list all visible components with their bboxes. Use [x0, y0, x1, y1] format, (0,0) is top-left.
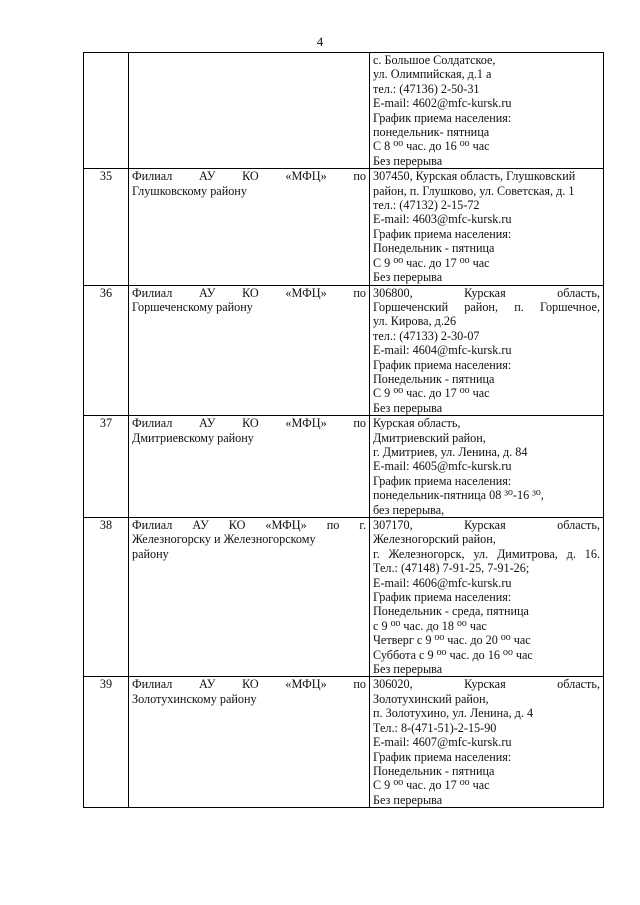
info-line: Четверг с 9 ⁰⁰ час. до 20 ⁰⁰ час: [373, 633, 531, 648]
info-line: ул. Кирова, д.26: [373, 314, 457, 329]
info-line: Золотухинский район,: [373, 691, 489, 706]
branch-table: [83, 52, 604, 808]
info-line: Тел.: 8-(471-51)-2-15-90: [373, 720, 497, 735]
info-line: тел.: (47136) 2-50-31: [373, 81, 480, 96]
info-line: тел.: (47133) 2-30-07: [373, 328, 480, 343]
row-number: 36: [84, 285, 129, 416]
branch-name-cell: [129, 169, 370, 285]
info-line: С 8 ⁰⁰ час. до 16 ⁰⁰ час: [373, 139, 490, 154]
branch-name-cell: [129, 677, 370, 808]
info-line: График приема населения:: [373, 749, 512, 764]
info-line: г. Дмитриев, ул. Ленина, д. 84: [373, 444, 528, 459]
info-line: Горшеченский район, п. Горшечное,: [373, 299, 600, 314]
info-line: Без перерыва: [373, 153, 443, 168]
info-line: п. Золотухино, ул. Ленина, д. 4: [373, 706, 534, 721]
table-row: [84, 169, 604, 285]
info-line: тел.: (47132) 2-15-72: [373, 198, 480, 213]
branch-info-cell: [370, 416, 604, 518]
branch-name-line: Дмитриевскому району: [132, 430, 254, 445]
info-line: E-mail: 4606@mfc-kursk.ru: [373, 575, 512, 590]
info-line: Суббота с 9 ⁰⁰ час. до 16 ⁰⁰ час: [373, 647, 533, 662]
table-row: [84, 518, 604, 677]
info-line: Тел.: (47148) 7-91-25, 7-91-26;: [373, 561, 530, 576]
info-line: понедельник- пятница: [373, 125, 490, 140]
table-row: [84, 677, 604, 808]
branch-name-line: району: [132, 546, 169, 561]
table-row: [84, 53, 604, 169]
table-row: [84, 416, 604, 518]
info-line: Курская область,: [373, 416, 461, 431]
branch-name-line: Железногорску и Железногорскому: [132, 532, 316, 547]
info-line: Без перерыва: [373, 400, 443, 415]
info-line: г. Железногорск, ул. Димитрова, д. 16.: [373, 546, 600, 561]
info-line: 306800, Курская область,: [373, 285, 600, 300]
row-number: 35: [84, 169, 129, 285]
info-line: С 9 ⁰⁰ час. до 17 ⁰⁰ час: [373, 255, 490, 270]
branch-name-cell: [129, 53, 370, 169]
row-number: [84, 53, 129, 169]
info-line: E-mail: 4604@mfc-kursk.ru: [373, 343, 512, 358]
info-line: понедельник-пятница 08 ³⁰-16 ³⁰,: [373, 488, 544, 503]
info-line: с. Большое Солдатское,: [373, 53, 496, 67]
info-line: Дмитриевский район,: [373, 430, 486, 445]
info-line: Понедельник - пятница: [373, 763, 495, 778]
branch-info-cell: [370, 53, 604, 169]
row-number: 37: [84, 416, 129, 518]
info-line: График приема населения:: [373, 590, 512, 605]
branch-info-cell: [370, 169, 604, 285]
branch-name-line: Филиал АУ КО «МФЦ» по: [132, 416, 366, 431]
info-line: 306020, Курская область,: [373, 677, 600, 692]
info-line: 307450, Курская область, Глушковский: [373, 169, 576, 184]
page-number: 4: [316, 34, 324, 49]
info-line: Понедельник - пятница: [373, 371, 495, 386]
info-line: район, п. Глушково, ул. Советская, д. 1: [373, 183, 575, 198]
branch-name-cell: [129, 285, 370, 416]
info-line: С 9 ⁰⁰ час. до 17 ⁰⁰ час: [373, 778, 490, 793]
info-line: Без перерыва: [373, 792, 443, 807]
branch-name-line: Золотухинскому району: [132, 691, 257, 706]
branch-name-cell: [129, 416, 370, 518]
info-line: без перерыва,: [373, 502, 445, 517]
info-line: График приема населения:: [373, 110, 512, 125]
info-line: Железногорский район,: [373, 532, 496, 547]
info-line: Понедельник - пятница: [373, 241, 495, 256]
branch-name-line: Горшеченскому району: [132, 299, 253, 314]
branch-info-cell: [370, 518, 604, 677]
row-number: 39: [84, 677, 129, 808]
branch-name-line: Филиал АУ КО «МФЦ» по: [132, 285, 366, 300]
info-line: с 9 ⁰⁰ час. до 18 ⁰⁰ час: [373, 618, 487, 633]
info-line: С 9 ⁰⁰ час. до 17 ⁰⁰ час: [373, 386, 490, 401]
branch-name-line: Глушковскому району: [132, 183, 247, 198]
branch-name-line: Филиал АУ КО «МФЦ» по: [132, 677, 366, 692]
info-line: Понедельник - среда, пятница: [373, 604, 529, 619]
branch-table-body: [84, 53, 604, 808]
branch-name-cell: [129, 518, 370, 677]
branch-name-line: Филиал АУ КО «МФЦ» по г.: [132, 518, 366, 532]
info-line: ул. Олимпийская, д.1 а: [373, 67, 492, 82]
branch-name-line: Филиал АУ КО «МФЦ» по: [132, 169, 366, 184]
info-line: E-mail: 4607@mfc-kursk.ru: [373, 735, 512, 750]
info-line: График приема населения:: [373, 226, 512, 241]
info-line: E-mail: 4602@mfc-kursk.ru: [373, 96, 512, 111]
info-line: График приема населения:: [373, 357, 512, 372]
branch-info-cell: [370, 677, 604, 808]
info-line: 307170, Курская область,: [373, 518, 600, 532]
info-line: E-mail: 4603@mfc-kursk.ru: [373, 212, 512, 227]
info-line: Без перерыва: [373, 270, 443, 285]
info-line: График приема населения:: [373, 473, 512, 488]
branch-info-cell: [370, 285, 604, 416]
row-number: 38: [84, 518, 129, 677]
table-row: [84, 285, 604, 416]
info-line: Без перерыва: [373, 662, 443, 677]
info-line: E-mail: 4605@mfc-kursk.ru: [373, 459, 512, 474]
